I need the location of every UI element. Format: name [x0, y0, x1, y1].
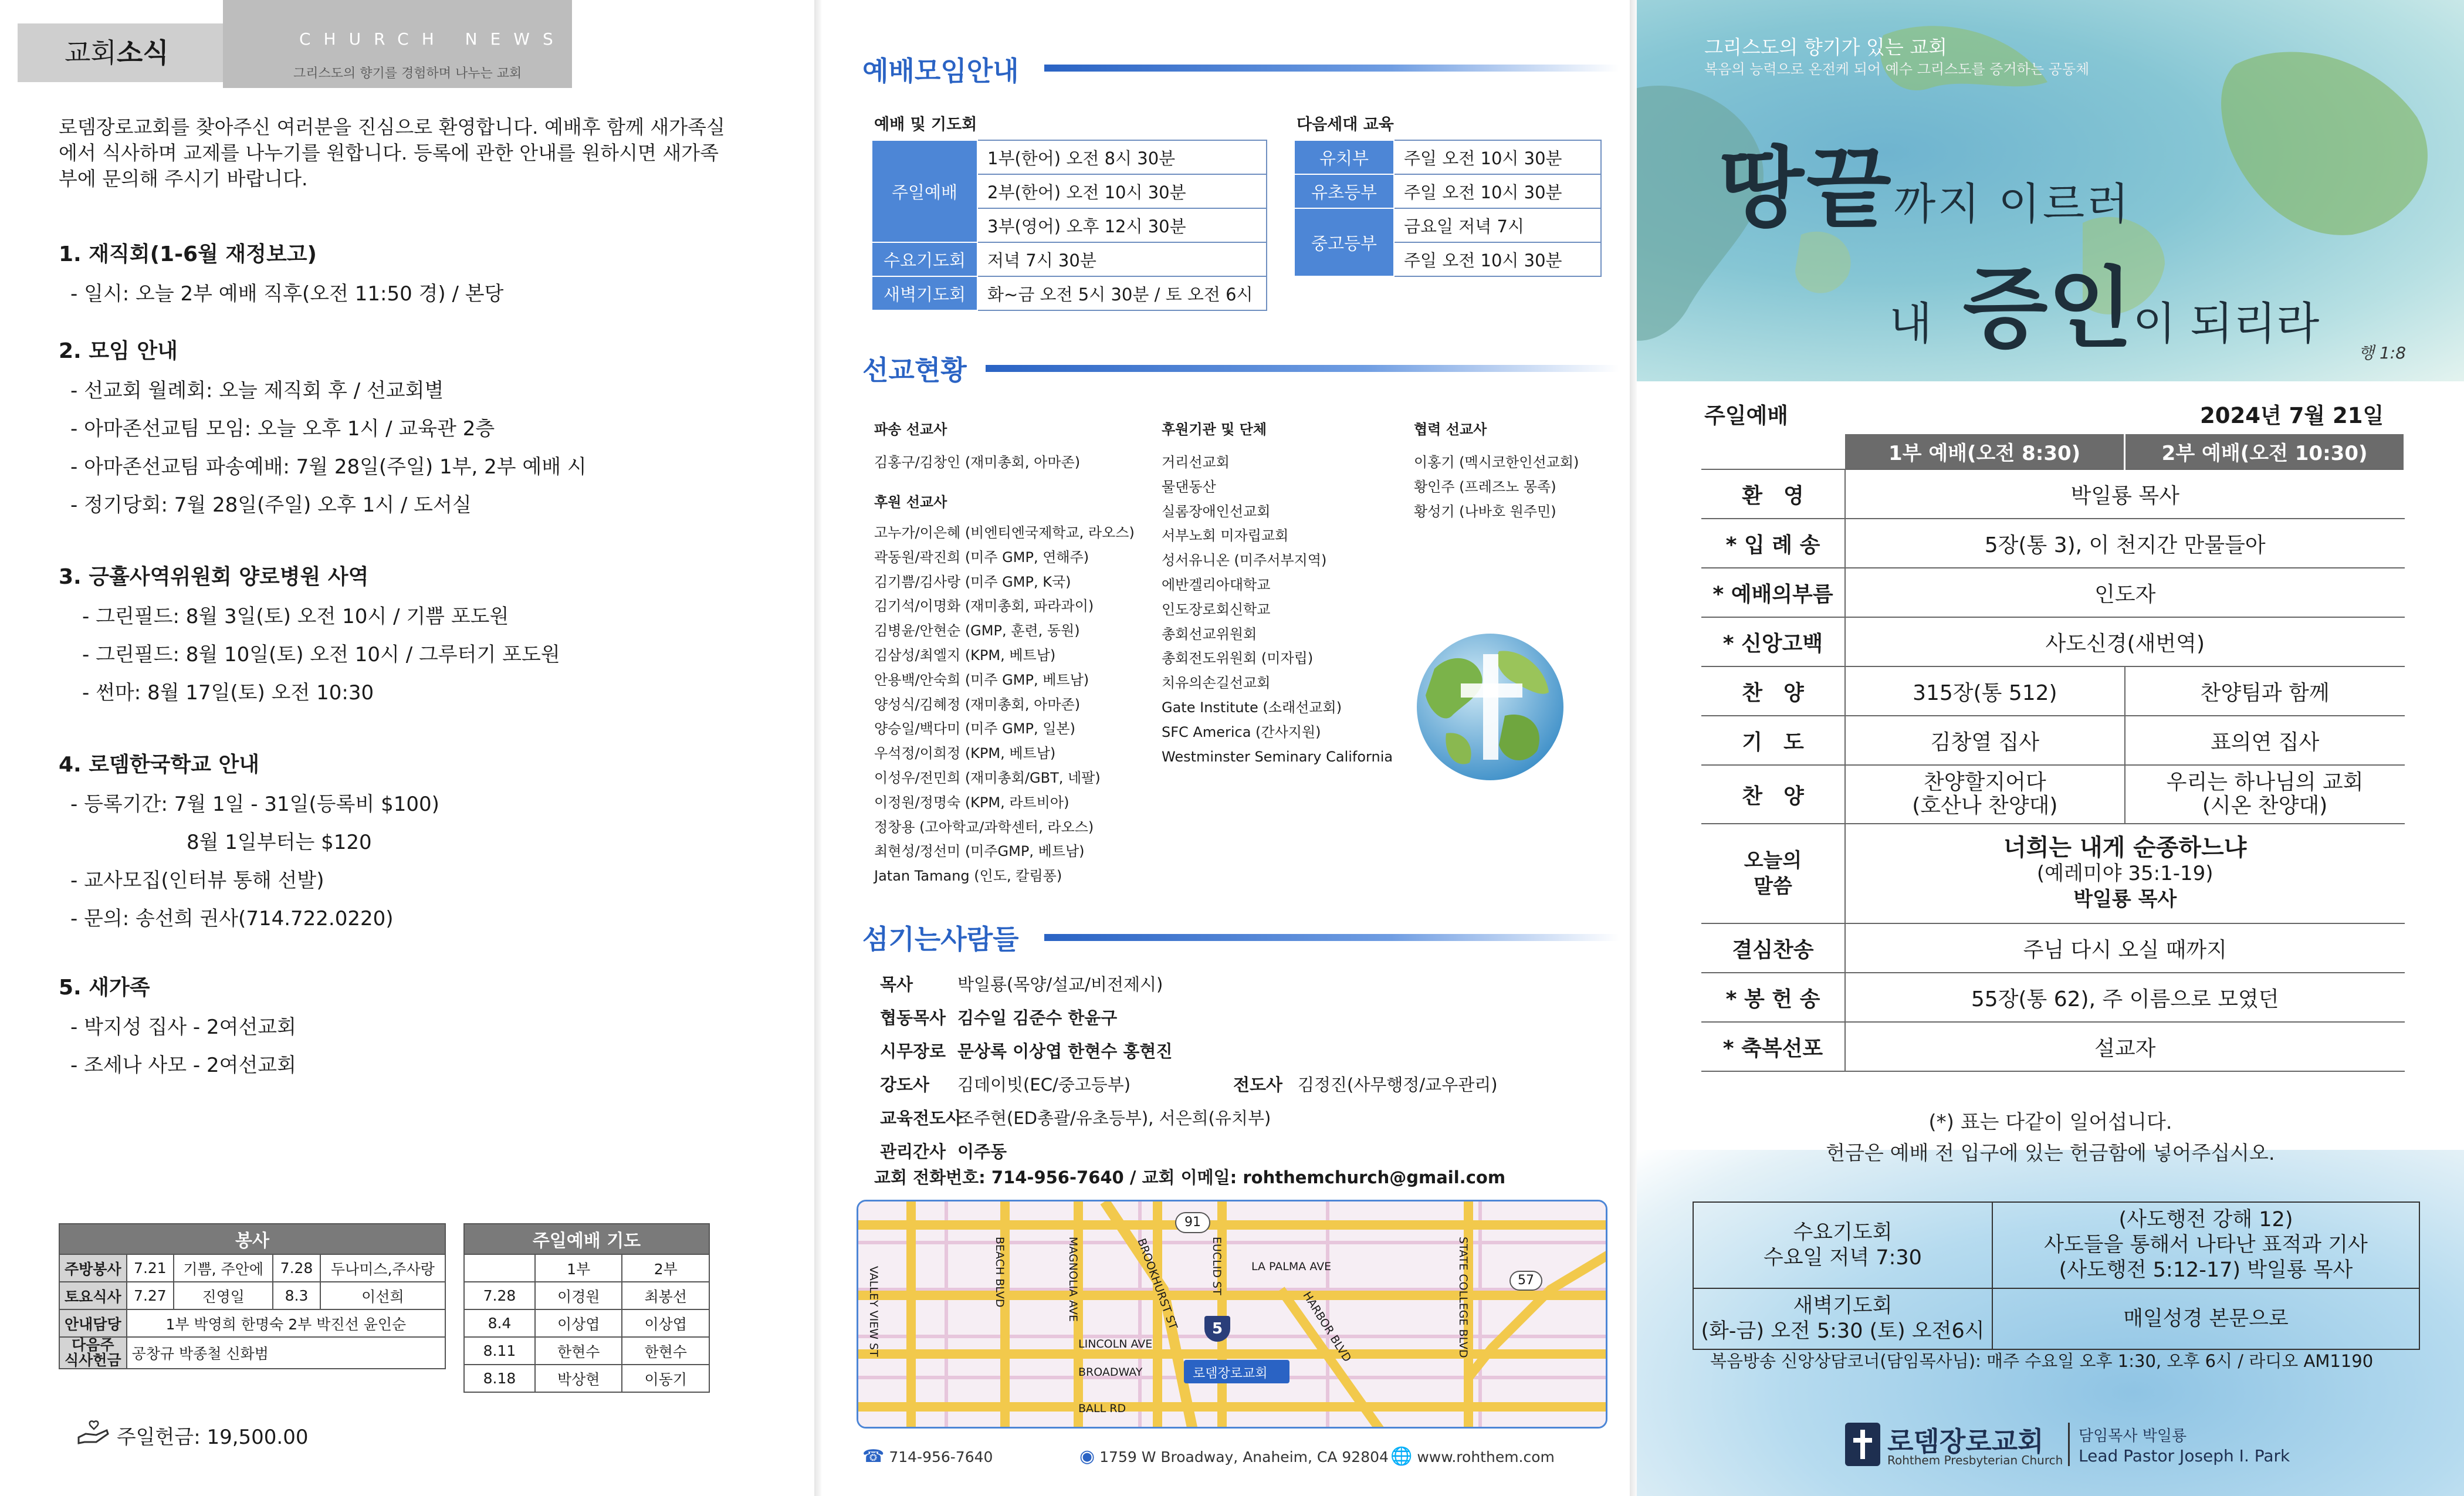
list-item: 황인주 (프레즈노 몽족): [1414, 478, 1556, 495]
table-cell: 7.27: [127, 1282, 174, 1309]
section-title: 3. 긍휼사역위원회 양로병원 사역: [59, 565, 369, 589]
church-name-en: Rohthem Presbyterian Church: [1887, 1453, 2063, 1467]
staff-row: [880, 1068, 1498, 1102]
cover-title-word: 까지 이르러: [1893, 179, 2131, 229]
staff-role: 강도사: [880, 1075, 930, 1095]
table-cell: 8.11: [464, 1337, 535, 1365]
worship-meetings-heading: 예배모임안내: [862, 55, 1019, 87]
worship-item-value: 설교자: [1845, 1022, 2405, 1071]
news-korean-subtitle: 그리스도의 향기를 경험하며 나누는 교회: [293, 66, 522, 81]
weekly-offering: [76, 1420, 309, 1451]
table-row: [1701, 923, 2405, 973]
list-item: 안용백/안숙희 (미주 GMP, 베트남): [874, 671, 1089, 688]
servers-heading: 섬기는사람들: [862, 923, 1019, 955]
table-row: [464, 1282, 709, 1309]
table-row: [1701, 973, 2405, 1022]
table-row: [464, 1365, 709, 1392]
section-line: - 정기당회: 7월 28일(주일) 오후 1시 / 도서실: [70, 493, 472, 517]
table-row: [1701, 666, 2405, 716]
church-contact: 교회 전화번호: 714-956-7640 / 교회 이메일: rohthemchurch@gmail.com: [874, 1167, 1506, 1187]
street-label: LINCOLN AVE: [1078, 1338, 1153, 1351]
fold-divider: [814, 0, 821, 1496]
list-item: Jatan Tamang (인도, 칼림퐁): [874, 868, 1062, 885]
list-item: 이정원/정명숙 (KPM, 라트비아): [874, 794, 1069, 811]
list-item: 에반겔리아대학교: [1162, 576, 1271, 593]
worship-schedule-table: [871, 140, 1267, 311]
list-item: 최현성/정선미 (미주GMP, 베트남): [874, 843, 1085, 860]
heading-rule: [1044, 934, 1619, 941]
list-item: 양성식/김혜정 (재미총회, 아마존): [874, 696, 1081, 713]
worship-item-value: 인도자: [1845, 568, 2405, 617]
table-cell: 유초등부: [1294, 174, 1394, 208]
table-cell: 토요식사: [59, 1282, 127, 1309]
standing-note: (*) 표는 다같이 일어섭니다.: [1928, 1111, 2172, 1134]
table-cell: 1부(한어) 오전 8시 30분: [977, 140, 1267, 174]
worship-item-value: 김창열 집사: [1845, 716, 2125, 765]
service-date: 2024년 7월 21일: [2200, 403, 2384, 428]
table-row: [1701, 568, 2405, 617]
list-item: 김기석/이명화 (재미총회, 파라과이): [874, 598, 1094, 615]
footer-address: [1079, 1446, 1389, 1467]
worship-item-label: * 신앙고백: [1701, 617, 1845, 666]
table-cell: 8.3: [273, 1282, 320, 1309]
blank-cell: [1701, 434, 1845, 469]
support-org-heading: 후원기관 및 단체: [1162, 421, 1267, 438]
list-item: 총회전도위원회 (미자립): [1162, 650, 1314, 667]
list-item: 물댄동산: [1162, 478, 1216, 495]
list-item: 김병윤/안현순 (GMP, 훈련, 동원): [874, 622, 1080, 639]
topic-scripture: (사도행전 5:12-17) 박일룡 목사: [2059, 1258, 2353, 1282]
table-row: [1701, 824, 2405, 923]
education-schedule-table: [1294, 140, 1602, 277]
table-cell: 최봉선: [622, 1282, 709, 1309]
section-line: - 조세나 사모 - 2여선교회: [70, 1054, 296, 1077]
church-news-header: [0, 0, 821, 88]
worship-item-label: 환 영: [1701, 469, 1845, 519]
welcome-intro: 로뎀장로교회를 찾아주신 여러분을 진심으로 환영합니다. 예배후 함께 새가족실에서 식사하며 교제를 나누기를 원합니다. 등록에 관한 안내를 원하시면 새가족부에 문의해 주시기 바랍니다.: [59, 116, 725, 190]
staff-names: 조주현(ED총괄/유초등부), 서은희(유치부): [957, 1108, 1271, 1128]
table-cell: 1부 박영희 한명숙 2부 박진선 윤인순: [127, 1309, 445, 1337]
worship-item-value: 315장(통 512): [1845, 666, 2125, 716]
staff-row: [880, 1001, 1498, 1035]
wednesday-topic: [1992, 1202, 2419, 1288]
list-item: 거리선교회: [1162, 454, 1230, 471]
staff-names: 문상록 이상엽 한현수 홍현진: [957, 1041, 1173, 1061]
table-cell: 2부(한어) 오전 10시 30분: [977, 174, 1267, 208]
staff-names: 김수일 김준수 한윤구: [957, 1008, 1118, 1028]
prayer-table-header: 주일예배 기도: [464, 1224, 709, 1254]
heading-rule: [986, 365, 1619, 372]
worship-item-value: [1845, 765, 2125, 824]
highway-91-shield: 91: [1175, 1212, 1210, 1233]
table-row: [59, 1309, 445, 1337]
section-title: 1. 재직회(1-6월 재정보고): [59, 242, 317, 266]
interstate-5-shield: 5: [1204, 1316, 1230, 1342]
table-cell: 이상엽: [535, 1309, 622, 1337]
globe-cross-icon: [1411, 628, 1569, 788]
pastor-name-ko: 담임목사 박일룡: [2079, 1427, 2187, 1445]
meeting-time: (화-금) 오전 5:30 (토) 오전6시: [1701, 1319, 1985, 1343]
table-cell: 주방봉사: [59, 1254, 127, 1282]
footer-phone: [862, 1446, 993, 1467]
sermon-preacher: 박일룡 목사: [2073, 888, 2177, 911]
section-title: 4. 로뎀한국학교 안내: [59, 753, 259, 777]
church-name-ko: 로뎀장로교회: [1887, 1426, 2044, 1457]
list-item: 이성우/전민희 (재미총회/GBT, 네팔): [874, 769, 1101, 786]
worship-item-label: * 봉 헌 송: [1701, 973, 1845, 1022]
table-row: [1693, 1202, 2419, 1288]
worship-item-label: * 예배의부름: [1701, 568, 1845, 617]
partner-missionary-list: [1414, 451, 1579, 524]
table-cell: 이경원: [535, 1282, 622, 1309]
table-cell: 안내담당: [59, 1309, 127, 1337]
dawn-prayer: [1693, 1288, 1992, 1349]
list-item: Gate Institute (소래선교회): [1162, 699, 1342, 716]
section-line: - 썬마: 8월 17일(토) 오전 10:30: [82, 681, 374, 705]
logo-divider: [2068, 1423, 2070, 1466]
cover-title-line1: [1719, 117, 2131, 244]
table-cell: 중고등부: [1294, 208, 1394, 276]
cover-title-word: 증인: [1962, 257, 2133, 360]
address-text: 1759 W Broadway, Anaheim, CA 92804: [1099, 1448, 1389, 1465]
weekday-meetings-table: [1693, 1201, 2420, 1350]
worship-item-label: * 축복선포: [1701, 1022, 1845, 1071]
support-org-list: [1162, 451, 1393, 769]
worship-item-label: 찬 양: [1701, 666, 1845, 716]
table-row: [59, 1254, 445, 1282]
support-missionary-list: [874, 521, 1135, 889]
list-item: SFC America (간사지원): [1162, 723, 1321, 740]
worship-info-panel: [821, 0, 1637, 1496]
sermon-title: 너희는 내게 순종하느냐: [2003, 834, 2247, 861]
sermon-label-line: 오늘의: [1744, 849, 1802, 872]
church-news-panel: [0, 0, 821, 1496]
cover-artwork: [1637, 0, 2464, 381]
section-line: - 아마존선교팀 모임: 오늘 오후 1시 / 교육관 2층: [70, 417, 495, 441]
worship-item-label: 기 도: [1701, 716, 1845, 765]
news-english-title: CHURCH NEWS: [299, 29, 566, 49]
section-line: - 아마존선교팀 파송예배: 7월 28일(주일) 1부, 2부 예배 시: [70, 455, 587, 479]
table-row: [464, 1309, 709, 1337]
worship-item-value: [2125, 765, 2405, 824]
list-item: 곽동원/곽진희 (미주 GMP, 연해주): [874, 549, 1089, 566]
table-cell: 주일예배: [872, 140, 977, 242]
staff-names: 김정진(사무행정/교우관리): [1298, 1075, 1498, 1095]
table-row: [1701, 617, 2405, 666]
table-row: [1701, 765, 2405, 824]
table-cell: 이선희: [320, 1282, 445, 1309]
sermon-details: [1845, 824, 2405, 923]
church-news-tab: [18, 23, 223, 82]
list-item: 김삼성/최엘지 (KPM, 베트남): [874, 647, 1056, 664]
meeting-name: 수요기도회: [1793, 1220, 1893, 1244]
offering-hand-icon: [76, 1427, 117, 1451]
list-item: 황성기 (나바호 원주민): [1414, 503, 1556, 520]
street-label: VALLEY VIEW ST: [867, 1266, 880, 1357]
table-row: [1701, 434, 2405, 469]
street-label: HARBOR BLVD: [1300, 1289, 1354, 1365]
pastor-name-en: Lead Pastor Joseph I. Park: [2079, 1446, 2290, 1465]
list-item: 정창용 (고아학교/과학센터, 라오스): [874, 818, 1094, 835]
staff-row: [880, 1135, 1498, 1169]
table-cell: 저녁 7시 30분: [977, 242, 1267, 276]
list-item: 김기쁨/김사랑 (미주 GMP, K국): [874, 573, 1071, 590]
table-cell: 금요일 저녁 7시: [1394, 208, 1601, 242]
location-pin-icon: ◉: [1079, 1446, 1095, 1467]
section-line: - 교사모집(인터뷰 통해 선발): [70, 869, 324, 892]
table-row: [872, 140, 1267, 174]
table-cell: 주일 오전 10시 30분: [1394, 140, 1601, 174]
table-row: [1294, 208, 1601, 242]
section-title: 2. 모임 안내: [59, 339, 178, 363]
table-row: [59, 1282, 445, 1309]
staff-names: 박일룡(목양/설교/비전제시): [957, 974, 1163, 994]
list-item: Westminster Seminary California: [1162, 748, 1393, 765]
service-table-header: 봉사: [59, 1224, 445, 1254]
staff-names: 이주동: [957, 1142, 1007, 1162]
worship-item-label: * 입 례 송: [1701, 519, 1845, 568]
table-row: [59, 1337, 445, 1369]
list-item: 우석정/이희정 (KPM, 베트남): [874, 745, 1056, 762]
footer-website[interactable]: [1390, 1446, 1555, 1467]
choir-name: (호산나 찬양대): [1912, 794, 2058, 818]
choir-song: 우리는 하나님의 교회: [2166, 770, 2364, 794]
education-subheading: 다음세대 교육: [1297, 116, 1394, 134]
table-cell: 8.4: [464, 1309, 535, 1337]
section-line: - 그린필드: 8월 10일(토) 오전 10시 / 그루터기 포도원: [82, 643, 560, 666]
table-row: [872, 276, 1267, 310]
topic-series: (사도행전 강해 12): [2118, 1208, 2293, 1231]
staff-role: 전도사: [1233, 1075, 1283, 1095]
table-cell: 2부: [622, 1254, 709, 1282]
sermon-scripture: (예레미야 35:1-19): [2036, 862, 2213, 885]
cover-title-word: 내: [1889, 297, 1932, 350]
worship-item-value: 사도신경(새번역): [1845, 617, 2405, 666]
section-line: - 박지성 집사 - 2여선교회: [70, 1016, 296, 1039]
tab-label-a: 교회: [65, 37, 117, 69]
sent-missionary-heading: 파송 선교사: [874, 421, 947, 438]
worship-item-value: 55장(통 62), 주 이름으로 모였던: [1845, 973, 2405, 1022]
worship-item-value: 박일룡 목사: [1845, 469, 2405, 519]
order-of-worship-table: [1701, 434, 2405, 1072]
section-line: - 선교회 월례회: 오늘 제직회 후 / 선교회별: [70, 379, 444, 402]
table-row: [464, 1254, 709, 1282]
phone-icon: ☎: [862, 1446, 885, 1467]
list-item: 고누가/이은혜 (비엔티엔국제학교, 라오스): [874, 524, 1135, 541]
street-label: BROADWAY: [1078, 1366, 1143, 1379]
section-title: 5. 새가족: [59, 976, 150, 1000]
dawn-topic: 매일성경 본문으로: [1992, 1288, 2419, 1349]
fold-divider: [1630, 0, 1637, 1496]
church-location-map[interactable]: [857, 1200, 1607, 1429]
list-item: 총회선교위원회: [1162, 625, 1257, 642]
staff-row: [880, 968, 1498, 1001]
prayer-rotation-table: [463, 1223, 710, 1393]
section-line: - 문의: 송선희 권사(714.722.0220): [70, 907, 394, 930]
table-row: [1294, 140, 1601, 174]
staff-row: [880, 1035, 1498, 1068]
tab-label-b: 소식: [116, 37, 169, 69]
street-label: BALL RD: [1078, 1402, 1126, 1415]
worship-item-value: 찬양팀과 함께: [2125, 666, 2405, 716]
street-label: BEACH BLVD: [993, 1237, 1006, 1308]
table-cell: 화~금 오전 5시 30분 / 토 오전 6시: [977, 276, 1267, 310]
table-cell: 8.18: [464, 1365, 535, 1392]
table-cell: 7.28: [464, 1282, 535, 1309]
list-item: 김홍구/김창인 (재미총회, 아마존): [874, 454, 1081, 471]
worship-item-label: 찬 양: [1701, 765, 1845, 824]
table-row: [1294, 174, 1601, 208]
table-cell: 두나미스,주사랑: [320, 1254, 445, 1282]
phone-number: 714-956-7640: [889, 1448, 993, 1465]
cover-tagline: 그리스도의 향기가 있는 교회: [1704, 36, 1948, 59]
section-line: 8월 1일부터는 $120: [187, 831, 372, 854]
table-cell: 다음주 식사헌금: [59, 1337, 127, 1369]
street-label: LA PALMA AVE: [1251, 1260, 1332, 1273]
table-row: [872, 242, 1267, 276]
list-item: 서부노회 미자립교회: [1162, 527, 1289, 544]
topic-title: 사도들을 통해서 나타난 표적과 기사: [2044, 1233, 2368, 1257]
cover-title-word: 이 되리라: [2133, 297, 2320, 350]
table-cell: 수요기도회: [872, 242, 977, 276]
table-row: [1701, 519, 2405, 568]
table-cell: 박상현: [535, 1365, 622, 1392]
table-cell: 진영일: [174, 1282, 273, 1309]
radio-broadcast: 복음방송 신앙상담코너(담임목사님): 매주 수요일 오후 1:30, 오후 6시 / 라디오 AM1190: [1710, 1351, 2374, 1371]
table-cell: 주일 오전 10시 30분: [1394, 242, 1601, 276]
staff-role: 시무장로: [880, 1041, 946, 1061]
street-label: MAGNOLIA AVE: [1067, 1237, 1079, 1322]
table-cell: 공창규 박종철 신화범: [127, 1337, 445, 1369]
service-label: 주일예배: [1704, 403, 1788, 428]
street-label: EUCLID ST: [1210, 1237, 1223, 1295]
table-cell: 7.28: [273, 1254, 320, 1282]
list-item: 이홍기 (멕시코한인선교회): [1414, 454, 1579, 471]
heading-rule: [1044, 65, 1619, 72]
table-cell: 한현수: [622, 1337, 709, 1365]
staff-role: 목사: [880, 974, 913, 994]
highway-57-shield: 57: [1509, 1271, 1542, 1291]
table-cell: 주일 오전 10시 30분: [1394, 174, 1601, 208]
church-map-marker: 로뎀장로교회: [1193, 1366, 1268, 1381]
cover-title-line2: [1889, 238, 2319, 364]
section-line: - 그린필드: 8월 3일(토) 오전 10시 / 기쁨 포도원: [82, 605, 509, 628]
choir-name: (시온 찬양대): [2202, 794, 2328, 818]
partner-missionary-heading: 협력 선교사: [1414, 421, 1487, 438]
offering-note: 헌금은 예배 전 입구에 있는 헌금함에 넣어주십시오.: [1826, 1142, 2275, 1165]
wednesday-service: [1693, 1202, 1992, 1288]
first-service-header: 1부 예배(오전 8:30): [1845, 434, 2125, 469]
worship-item-value: 표의연 집사: [2125, 716, 2405, 765]
staff-role: 교육전도사: [880, 1108, 963, 1128]
worship-prayer-subheading: 예배 및 기도회: [874, 116, 977, 134]
staff-role: 협동목사: [880, 1008, 946, 1028]
street-label: STATE COLLEGE BLVD: [1457, 1237, 1470, 1358]
table-row: [1693, 1288, 2419, 1349]
list-item: 실롬장애인선교회: [1162, 503, 1271, 520]
staff-role: 관리간사: [880, 1142, 946, 1162]
table-cell: 기쁨, 주안에: [174, 1254, 273, 1282]
meeting-time: 수요일 저녁 7:30: [1764, 1245, 1922, 1270]
section-line: - 등록기간: 7월 1일 - 31일(등록비 $100): [70, 793, 439, 816]
meeting-name: 새벽기도회: [1793, 1294, 1893, 1318]
choir-song: 찬양할지어다: [1924, 770, 2046, 794]
mission-heading: 선교현황: [862, 354, 967, 386]
website-link[interactable]: www.rohthem.com: [1417, 1448, 1555, 1465]
table-cell: 1부: [535, 1254, 622, 1282]
order-of-worship-panel: [1637, 0, 2464, 1496]
table-cell: 이상엽: [622, 1309, 709, 1337]
street-label: BROOKHURST ST: [1135, 1237, 1180, 1332]
table-cell: 3부(영어) 오후 12시 30분: [977, 208, 1267, 242]
list-item: 성서유니온 (미주서부지역): [1162, 552, 1327, 569]
offering-amount: 주일헌금: 19,500.00: [116, 1426, 309, 1449]
sermon-label-line: 말씀: [1754, 875, 1792, 898]
table-row: [464, 1337, 709, 1365]
table-row: [1701, 1022, 2405, 1071]
list-item: 인도장로회신학교: [1162, 601, 1271, 618]
table-cell: 7.21: [127, 1254, 174, 1282]
table-cell: 한현수: [535, 1337, 622, 1365]
worship-item-label: 결심찬송: [1701, 923, 1845, 973]
list-item: 양승일/백다미 (미주 GMP, 일본): [874, 720, 1075, 737]
list-item: 치유의손길선교회: [1162, 675, 1271, 692]
section-line: - 일시: 오늘 2부 예배 직후(오전 11:50 경) / 본당: [70, 282, 504, 306]
second-service-header: 2부 예배(오전 10:30): [2125, 434, 2405, 469]
staff-row: [880, 1102, 1498, 1135]
table-row: [1701, 469, 2405, 519]
table-cell: 이동기: [622, 1365, 709, 1392]
sermon-label: [1701, 824, 1845, 923]
cover-title-word: 땅끝: [1719, 137, 1894, 240]
staff-names: 김데이빗(EC/중고등부): [957, 1075, 1131, 1095]
church-news-banner: [223, 0, 572, 88]
church-emblem-icon: [1845, 1423, 1880, 1466]
worship-item-value: 주님 다시 오실 때까지: [1845, 923, 2405, 973]
support-missionary-heading: 후원 선교사: [874, 494, 947, 510]
volunteer-service-table: [59, 1223, 446, 1369]
table-cell: 새벽기도회: [872, 276, 977, 310]
church-staff-list: [880, 968, 1498, 1169]
table-cell: [464, 1254, 535, 1282]
cover-scripture-ref: 행 1:8: [2358, 343, 2407, 363]
cover-subtagline: 복음의 능력으로 온전케 되어 예수 그리스도를 증거하는 공동체: [1704, 61, 2090, 77]
table-cell: 유치부: [1294, 140, 1394, 174]
worship-item-value: 5장(통 3), 이 천지간 만물들아: [1845, 519, 2405, 568]
globe-icon: 🌐: [1390, 1446, 1413, 1467]
table-row: [1701, 716, 2405, 765]
